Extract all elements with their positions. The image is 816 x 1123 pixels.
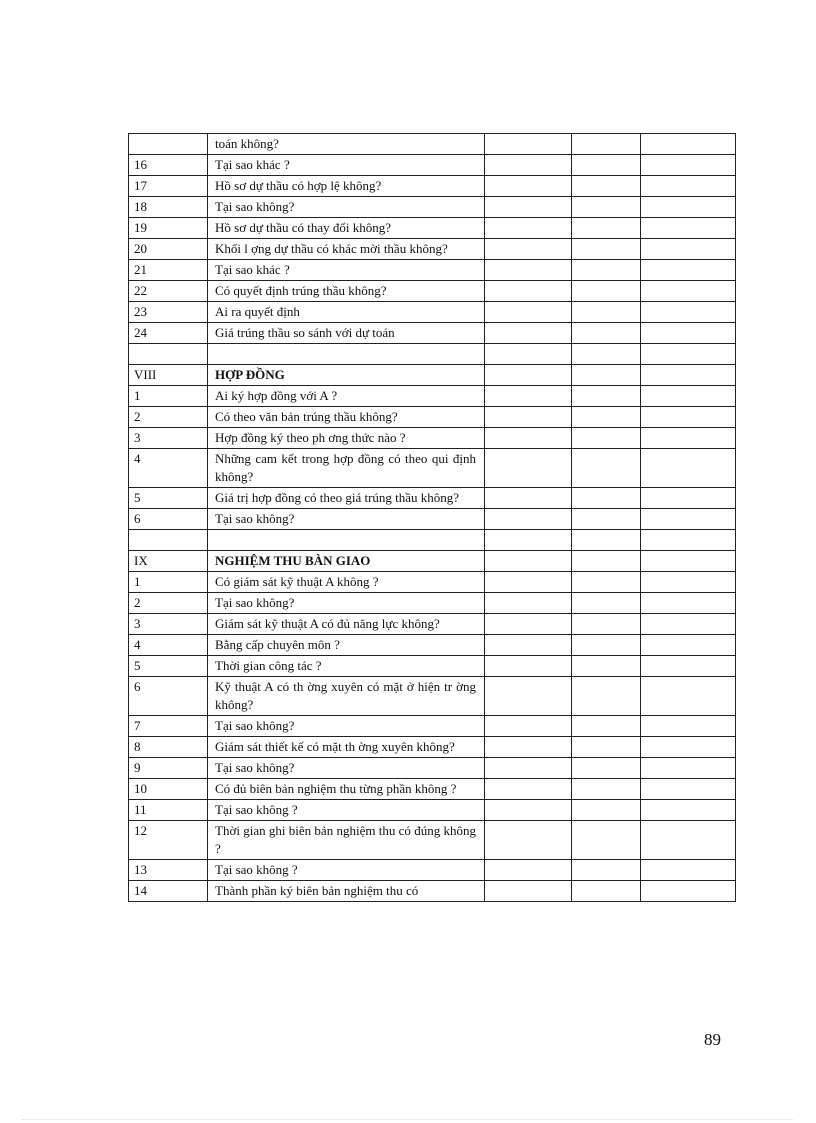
note-cell (641, 176, 736, 197)
question-cell: Bằng cấp chuyên môn ? (208, 635, 485, 656)
answer-no-cell (572, 218, 641, 239)
table-row (129, 239, 736, 260)
answer-no-cell (572, 677, 641, 716)
note-cell (641, 614, 736, 635)
answer-yes-cell (485, 176, 572, 197)
answer-no-cell (572, 344, 641, 365)
note-cell (641, 428, 736, 449)
row-number-cell: 7 (129, 716, 208, 737)
answer-no-cell (572, 821, 641, 860)
answer-no-cell (572, 302, 641, 323)
answer-no-cell (572, 260, 641, 281)
table-row (129, 779, 736, 800)
table-row (129, 509, 736, 530)
answer-no-cell (572, 509, 641, 530)
answer-no-cell (572, 800, 641, 821)
row-number-cell: 4 (129, 449, 208, 488)
answer-no-cell (572, 572, 641, 593)
answer-yes-cell (485, 758, 572, 779)
section-heading-cell: HỢP ĐỒNG (208, 365, 485, 386)
row-number-cell: 11 (129, 800, 208, 821)
answer-yes-cell (485, 779, 572, 800)
note-cell (641, 737, 736, 758)
question-cell: Giám sát kỹ thuật A có đủ năng lực không? (208, 614, 485, 635)
row-number-cell: 1 (129, 386, 208, 407)
question-cell: Hồ sơ dự thầu có thay đổi không? (208, 218, 485, 239)
table-row (129, 821, 736, 860)
answer-no-cell (572, 881, 641, 902)
question-cell: Tại sao không? (208, 509, 485, 530)
table-row (129, 677, 736, 716)
question-cell: toán không? (208, 134, 485, 155)
note-cell (641, 260, 736, 281)
answer-no-cell (572, 635, 641, 656)
question-cell: Ai ký hợp đồng với A ? (208, 386, 485, 407)
table-row (129, 197, 736, 218)
answer-no-cell (572, 281, 641, 302)
note-cell (641, 407, 736, 428)
table-row (129, 218, 736, 239)
note-cell (641, 779, 736, 800)
row-number-cell: 6 (129, 677, 208, 716)
table-row (129, 281, 736, 302)
row-number-cell: 17 (129, 176, 208, 197)
table-row (129, 488, 736, 509)
question-cell: Tại sao không? (208, 716, 485, 737)
question-cell: Có giám sát kỹ thuật A không ? (208, 572, 485, 593)
row-number-cell: 16 (129, 155, 208, 176)
table-row (129, 758, 736, 779)
answer-yes-cell (485, 134, 572, 155)
answer-no-cell (572, 860, 641, 881)
answer-yes-cell (485, 656, 572, 677)
note-cell (641, 488, 736, 509)
answer-no-cell (572, 449, 641, 488)
table-row (129, 656, 736, 677)
note-cell (641, 197, 736, 218)
row-number-cell: 9 (129, 758, 208, 779)
row-number-cell: 2 (129, 407, 208, 428)
answer-no-cell (572, 779, 641, 800)
row-number-cell: 5 (129, 656, 208, 677)
table-row (129, 344, 736, 365)
row-number-cell: 3 (129, 614, 208, 635)
answer-yes-cell (485, 197, 572, 218)
question-cell: Tại sao không? (208, 593, 485, 614)
question-cell: Hồ sơ dự thầu có hợp lệ không? (208, 176, 485, 197)
page-number: 89 (704, 1030, 721, 1049)
note-cell (641, 323, 736, 344)
note-cell (641, 281, 736, 302)
question-cell: Có theo văn bản trúng thầu không? (208, 407, 485, 428)
row-number-cell: 23 (129, 302, 208, 323)
question-cell: Kỹ thuật A có th ờng xuyên có mặt ở hiện tr ờng không? (208, 677, 485, 716)
answer-yes-cell (485, 302, 572, 323)
row-number-cell: 8 (129, 737, 208, 758)
question-cell: Tại sao không? (208, 197, 485, 218)
note-cell (641, 239, 736, 260)
table-row (129, 323, 736, 344)
row-number-cell: 3 (129, 428, 208, 449)
row-number-cell: 19 (129, 218, 208, 239)
note-cell (641, 800, 736, 821)
note-cell (641, 860, 736, 881)
answer-yes-cell (485, 281, 572, 302)
row-number-cell: 4 (129, 635, 208, 656)
table-row (129, 365, 736, 386)
answer-yes-cell (485, 509, 572, 530)
note-cell (641, 509, 736, 530)
checklist-table-body (129, 134, 736, 902)
bottom-rule (22, 1119, 794, 1120)
answer-yes-cell (485, 218, 572, 239)
answer-no-cell (572, 134, 641, 155)
table-row (129, 155, 736, 176)
row-number-cell: 24 (129, 323, 208, 344)
table-row (129, 551, 736, 572)
note-cell (641, 530, 736, 551)
row-number-cell: 22 (129, 281, 208, 302)
answer-no-cell (572, 428, 641, 449)
answer-yes-cell (485, 449, 572, 488)
answer-yes-cell (485, 716, 572, 737)
row-number-cell: VIII (129, 365, 208, 386)
answer-yes-cell (485, 323, 572, 344)
table-row (129, 407, 736, 428)
question-cell: Tại sao khác ? (208, 260, 485, 281)
question-cell: Giá trị hợp đồng có theo giá trúng thầu không? (208, 488, 485, 509)
question-cell: Có quyết định trúng thầu không? (208, 281, 485, 302)
answer-no-cell (572, 239, 641, 260)
checklist-table (128, 133, 736, 902)
answer-yes-cell (485, 635, 572, 656)
answer-yes-cell (485, 593, 572, 614)
row-number-cell: 12 (129, 821, 208, 860)
answer-yes-cell (485, 677, 572, 716)
note-cell (641, 716, 736, 737)
note-cell (641, 134, 736, 155)
answer-no-cell (572, 530, 641, 551)
table-row (129, 428, 736, 449)
row-number-cell: 10 (129, 779, 208, 800)
note-cell (641, 344, 736, 365)
answer-no-cell (572, 197, 641, 218)
answer-yes-cell (485, 530, 572, 551)
table-row (129, 572, 736, 593)
row-number-cell (129, 344, 208, 365)
table-row (129, 800, 736, 821)
table-row (129, 635, 736, 656)
note-cell (641, 449, 736, 488)
answer-yes-cell (485, 551, 572, 572)
table-row (129, 134, 736, 155)
note-cell (641, 572, 736, 593)
answer-no-cell (572, 323, 641, 344)
question-cell: Hợp đồng ký theo ph ơng thức nào ? (208, 428, 485, 449)
answer-yes-cell (485, 614, 572, 635)
answer-yes-cell (485, 821, 572, 860)
question-cell: Giá trúng thầu so sánh với dự toán (208, 323, 485, 344)
note-cell (641, 677, 736, 716)
note-cell (641, 635, 736, 656)
row-number-cell: 1 (129, 572, 208, 593)
question-cell: Khối l ợng dự thầu có khác mời thầu không? (208, 239, 485, 260)
answer-yes-cell (485, 239, 572, 260)
note-cell (641, 821, 736, 860)
row-number-cell: 6 (129, 509, 208, 530)
note-cell (641, 656, 736, 677)
table-row (129, 716, 736, 737)
answer-yes-cell (485, 737, 572, 758)
answer-no-cell (572, 737, 641, 758)
answer-no-cell (572, 176, 641, 197)
answer-yes-cell (485, 386, 572, 407)
table-row (129, 737, 736, 758)
row-number-cell: 5 (129, 488, 208, 509)
answer-yes-cell (485, 800, 572, 821)
question-cell: Thời gian công tác ? (208, 656, 485, 677)
answer-yes-cell (485, 155, 572, 176)
table-row (129, 176, 736, 197)
note-cell (641, 218, 736, 239)
answer-no-cell (572, 551, 641, 572)
answer-yes-cell (485, 860, 572, 881)
table-row (129, 302, 736, 323)
table-row (129, 881, 736, 902)
answer-yes-cell (485, 428, 572, 449)
question-cell: Những cam kết trong hợp đồng có theo qui định không? (208, 449, 485, 488)
answer-yes-cell (485, 344, 572, 365)
question-cell (208, 530, 485, 551)
answer-yes-cell (485, 365, 572, 386)
row-number-cell: 18 (129, 197, 208, 218)
table-row (129, 530, 736, 551)
question-cell: Giám sát thiết kế có mặt th ờng xuyên không? (208, 737, 485, 758)
table-row (129, 386, 736, 407)
note-cell (641, 551, 736, 572)
answer-no-cell (572, 758, 641, 779)
answer-yes-cell (485, 260, 572, 281)
answer-no-cell (572, 716, 641, 737)
row-number-cell: 2 (129, 593, 208, 614)
note-cell (641, 302, 736, 323)
table-row (129, 614, 736, 635)
answer-no-cell (572, 488, 641, 509)
answer-yes-cell (485, 572, 572, 593)
answer-no-cell (572, 593, 641, 614)
question-cell: Thời gian ghi biên bản nghiệm thu có đúng không ? (208, 821, 485, 860)
answer-no-cell (572, 155, 641, 176)
question-cell: Tại sao không? (208, 758, 485, 779)
row-number-cell: 21 (129, 260, 208, 281)
answer-no-cell (572, 614, 641, 635)
answer-no-cell (572, 365, 641, 386)
question-cell: Tại sao khác ? (208, 155, 485, 176)
row-number-cell (129, 134, 208, 155)
table-row (129, 260, 736, 281)
row-number-cell: 13 (129, 860, 208, 881)
row-number-cell: IX (129, 551, 208, 572)
note-cell (641, 155, 736, 176)
question-cell: Thành phần ký biên bản nghiệm thu có (208, 881, 485, 902)
row-number-cell (129, 530, 208, 551)
answer-no-cell (572, 386, 641, 407)
answer-yes-cell (485, 488, 572, 509)
question-cell: Tại sao không ? (208, 860, 485, 881)
question-cell: Ai ra quyết định (208, 302, 485, 323)
note-cell (641, 758, 736, 779)
note-cell (641, 386, 736, 407)
note-cell (641, 881, 736, 902)
table-row (129, 860, 736, 881)
row-number-cell: 20 (129, 239, 208, 260)
table-row (129, 593, 736, 614)
answer-yes-cell (485, 881, 572, 902)
question-cell (208, 344, 485, 365)
note-cell (641, 593, 736, 614)
answer-yes-cell (485, 407, 572, 428)
row-number-cell: 14 (129, 881, 208, 902)
question-cell: Tại sao không ? (208, 800, 485, 821)
question-cell: Có đủ biên bản nghiệm thu từng phần không ? (208, 779, 485, 800)
table-row (129, 449, 736, 488)
answer-no-cell (572, 407, 641, 428)
section-heading-cell: NGHIỆM THU BÀN GIAO (208, 551, 485, 572)
answer-no-cell (572, 656, 641, 677)
note-cell (641, 365, 736, 386)
